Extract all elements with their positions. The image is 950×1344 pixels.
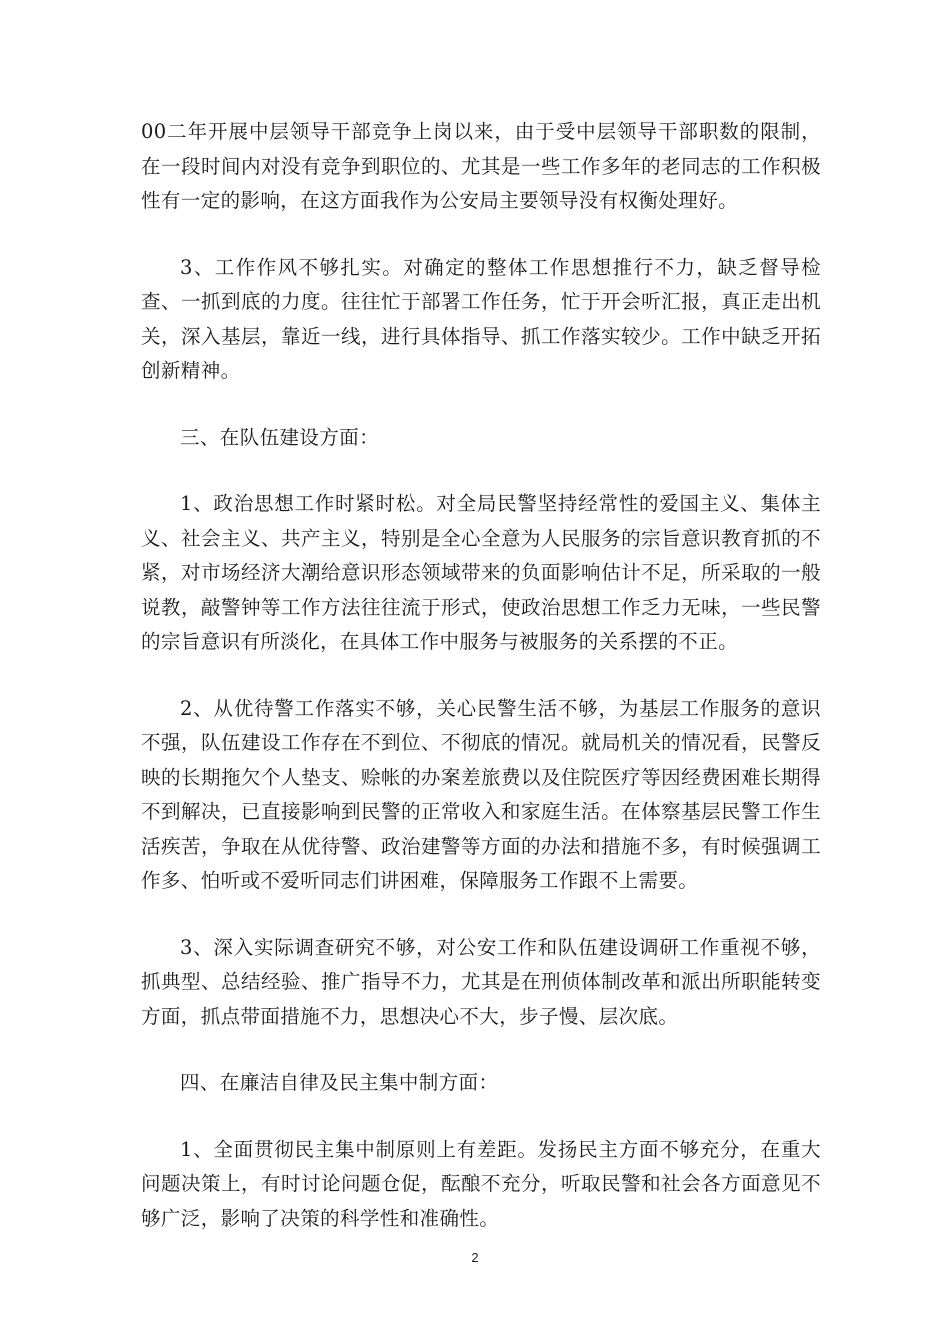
section-heading-team-building: 三、在队伍建设方面：	[180, 425, 380, 449]
document-body	[141, 115, 821, 1268]
section-heading-integrity: 四、在廉洁自律及民主集中制方面：	[180, 1071, 499, 1094]
paragraph-police-welfare: 2、从优待警工作落实不够，关心民警生活不够，为基层工作服务的意识不强，队伍建设工作存在不到位、不彻底的情况。就局机关的情况看，民警反映的长期拖欠个人垫支、赊帐的办案差旅费以及住院医疗等因经费困难长期得不到解决，已直接影响到民警的正常收入和家庭生活。在体察基层民警工作生活疾苦，争取在从优待警、政治建警等方面的办法和措施不多，有时候强调工作多、怕听或不爱听同志们讲困难，保障服务工作跟不上需要。	[141, 696, 821, 892]
paragraph-research: 3、深入实际调查研究不够，对公安工作和队伍建设调研工作重视不够，抓典型、总结经验、推广指导不力，尤其是在刑侦体制改革和派出所职能转变方面，抓点带面措施不力，思想决心不大，步子慢、层次底。	[141, 935, 821, 1028]
paragraph-democratic-centralism: 1、全面贯彻民主集中制原则上有差距。发扬民主方面不够充分，在重大问题决策上，有时讨论问题仓促，酝酿不充分，听取民警和社会各方面意见不够广泛，影响了决策的科学性和准确性。	[141, 1137, 821, 1230]
paragraph-political-work: 1、政治思想工作时紧时松。对全局民警坚持经常性的爱国主义、集体主义、社会主义、共产主义，特别是全心全意为人民服务的宗旨意识教育抓的不紧，对市场经济大潮给意识形态领域带来的负面影响估计不足，所采取的一般说教，敲警钟等工作方法往往流于形式，使政治思想工作乏力无味，一些民警的宗旨意识有所淡化，在具体工作中服务与被服务的关系摆的不正。	[141, 492, 821, 653]
paragraph-continuation: 00二年开展中层领导干部竞争上岗以来，由于受中层领导干部职数的限制，在一段时间内对没有竞争到职位的、尤其是一些工作多年的老同志的工作积极性有一定的影响，在这方面我作为公安局主要领导没有权衡处理好。	[141, 120, 821, 212]
paragraph-work-style: 3、工作作风不够扎实。对确定的整体工作思想推行不力，缺乏督导检查、一抓到底的力度。往往忙于部署工作任务，忙于开会听汇报，真正走出机关，深入基层，靠近一线，进行具体指导、抓工作落实较少。工作中缺乏开拓创新精神。	[141, 255, 821, 382]
page-number: 2	[471, 1250, 479, 1265]
